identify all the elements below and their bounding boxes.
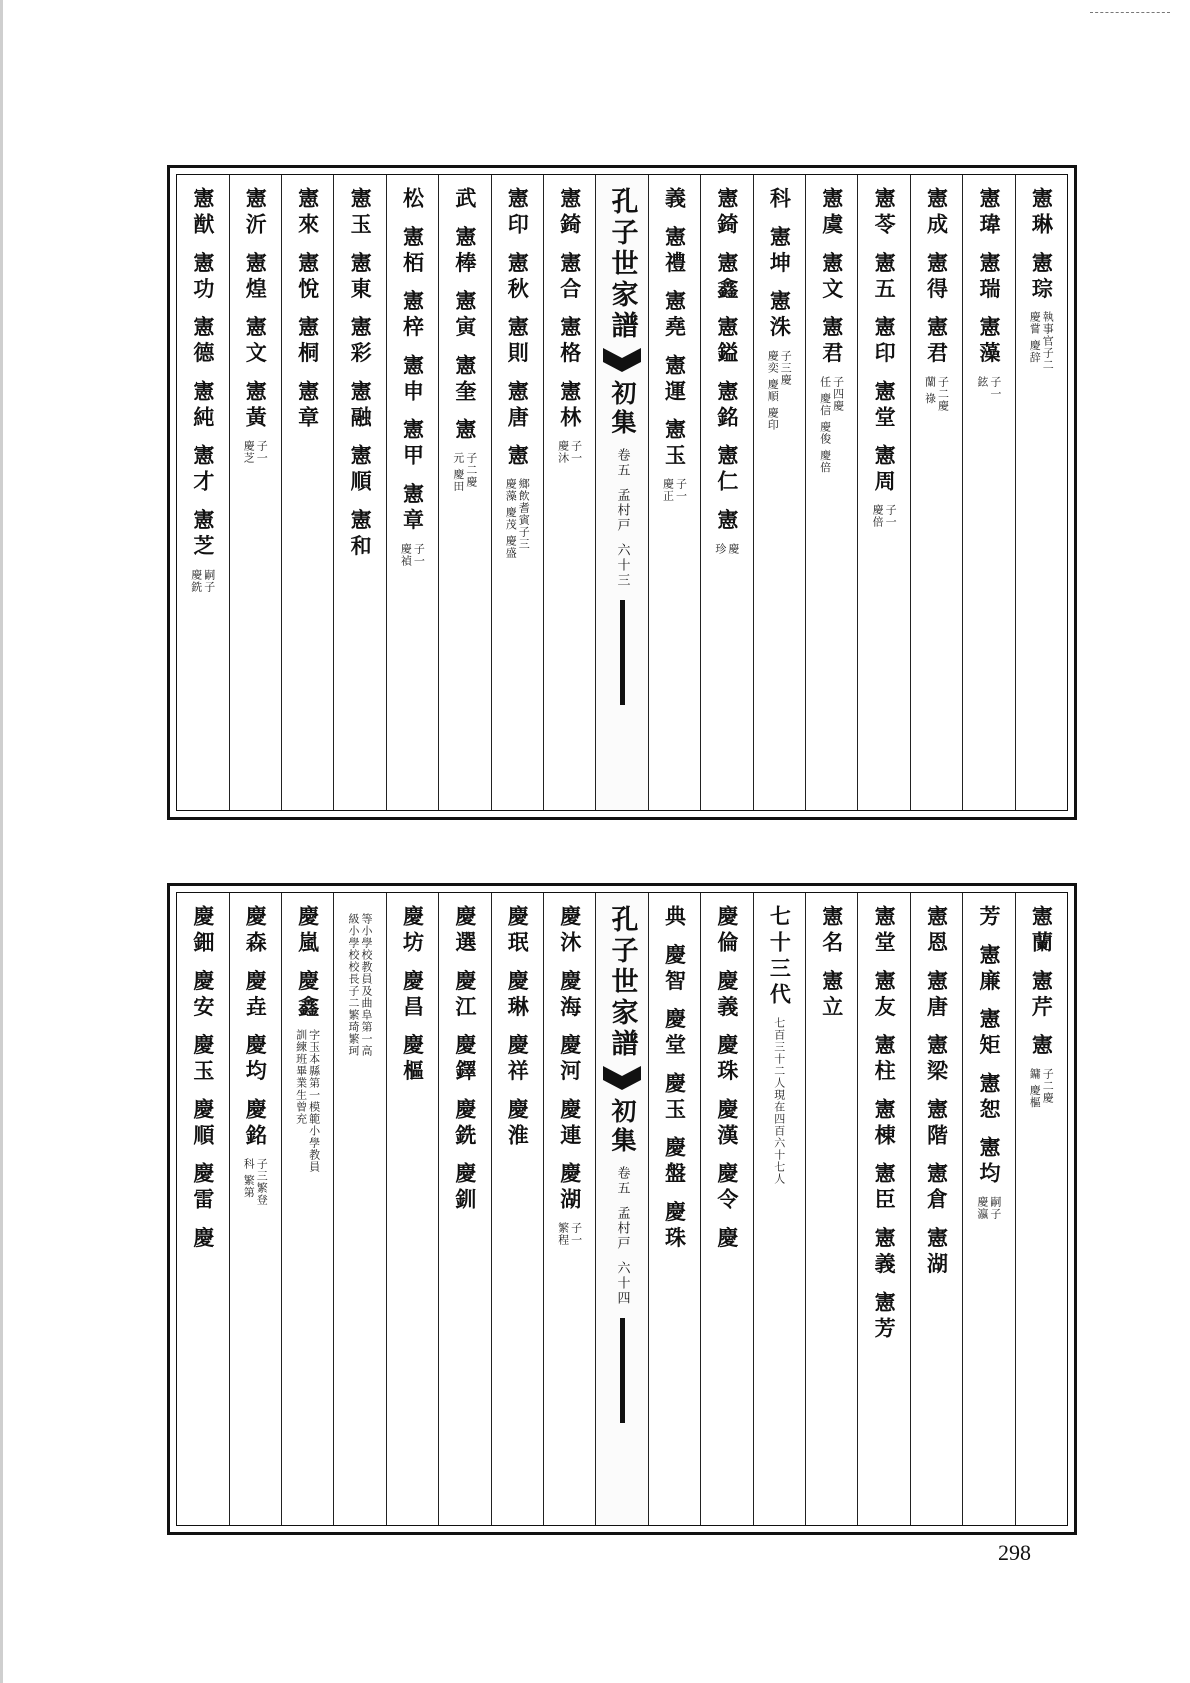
entry-column [386, 175, 438, 810]
folio-label: 六十三 [614, 543, 630, 588]
entry-names: 憲猷 憲功 憲德 憲純 憲才 憲芝 [190, 187, 216, 561]
entry-names: 憲虞 憲文 憲君 [819, 187, 845, 368]
entry-annotation: 子三繁登 科 繁第 [242, 1157, 269, 1206]
entry-names: 典 慶智 慶堂 慶玉 慶盤 慶珠 [662, 905, 688, 1253]
entry-column [543, 893, 595, 1525]
entry-column [1015, 893, 1067, 1525]
ribbon-icon [603, 348, 641, 374]
entry-column [962, 175, 1014, 810]
entry-annotation: 子一 慶禎 [399, 542, 426, 567]
entry-names: 慶嵐 慶鑫 [295, 905, 321, 1022]
entry-annotation: 子三慶 慶奕 慶順 慶印 [766, 349, 793, 431]
entry-column [648, 893, 700, 1525]
entry-column [910, 893, 962, 1525]
entry-column [753, 893, 805, 1525]
entry-column [177, 175, 228, 810]
entry-annotation: 子一 慶芝 [242, 439, 269, 464]
entry-names: 憲蘭 憲芹 憲 [1029, 905, 1055, 1060]
entry-names: 慶鈿 慶安 慶玉 慶順 慶雷 慶 [190, 905, 216, 1253]
bottom-genealogy-panel [167, 883, 1077, 1535]
entry-annotation: 執事官子二 慶嘗 慶辞 [1028, 311, 1055, 372]
entry-names: 科 憲坤 憲洙 [767, 187, 793, 342]
entry-annotation: 字玉本縣第一模範小學教員 訓練班畢業生曾充 [294, 1029, 321, 1174]
juan-label: 卷五 [614, 448, 630, 478]
entry-names: 七十三代 [767, 905, 793, 1009]
entry-names: 義 憲禮 憲堯 憲運 憲玉 [662, 187, 688, 471]
entry-names: 憲錡 憲合 憲格 憲林 [557, 187, 583, 432]
entry-column [857, 893, 909, 1525]
entry-column [438, 175, 490, 810]
divider-bar [620, 1318, 625, 1423]
entry-column [438, 893, 490, 1525]
entry-names: 松 憲栢 憲梓 憲申 憲甲 憲章 [400, 187, 426, 535]
entry-names: 慶倫 慶義 慶珠 慶漢 慶令 慶 [714, 905, 740, 1253]
entry-names: 憲名 憲立 [819, 905, 845, 1022]
entry-column [962, 893, 1014, 1525]
title-column [595, 893, 647, 1525]
entry-names: 憲玉 憲東 憲彩 憲融 憲順 憲和 [348, 187, 374, 561]
entry-annotation: 子二慶 蘭 祿 [923, 375, 950, 412]
entry-column [386, 893, 438, 1525]
folio-label: 六十四 [614, 1261, 630, 1306]
page-number: 298 [998, 1540, 1031, 1565]
entry-names: 憲瑋 憲瑞 憲藻 [976, 187, 1002, 368]
entry-annotation: 子二慶 鏞 慶樞 [1028, 1067, 1055, 1109]
entry-names: 慶森 慶垚 慶均 慶銘 [243, 905, 269, 1150]
entry-annotation: 子一 慶倍 [871, 504, 898, 529]
entry-annotation: 子一 慶正 [661, 478, 688, 503]
entry-names: 芳 憲廉 憲矩 憲恕 憲均 [976, 905, 1002, 1189]
entry-names: 憲成 憲得 憲君 [924, 187, 950, 368]
entry-names: 武 憲棒 憲寅 憲奎 憲 [452, 187, 478, 445]
top-dash-mark [1090, 12, 1170, 13]
entry-column [491, 175, 543, 810]
entry-annotation: 子二慶 元 慶田 [451, 452, 478, 493]
lineage-label: 孟村戸 [614, 1206, 630, 1251]
entry-column [543, 175, 595, 810]
entry-column [700, 175, 752, 810]
entry-annotation: 嗣子 慶銑 [189, 568, 216, 593]
left-edge-line [0, 0, 3, 1683]
entry-column [333, 893, 385, 1525]
ribbon-icon [603, 1066, 641, 1092]
top-genealogy-panel [167, 165, 1077, 820]
divider-bar [620, 600, 625, 705]
bottom-panel-columns [176, 892, 1068, 1526]
entry-names: 憲琳 憲琮 [1029, 187, 1055, 304]
title-column [595, 175, 647, 810]
entry-names: 憲來 憲悅 憲桐 憲章 [295, 187, 321, 432]
volume-label: 初集 [608, 380, 638, 438]
entry-column [1015, 175, 1067, 810]
entry-annotation: 子一 鉉 [975, 375, 1002, 400]
book-title: 孔子世家譜 [606, 187, 638, 342]
entry-names: 慶坊 慶昌 慶樞 [400, 905, 426, 1086]
top-panel-columns [176, 174, 1068, 811]
entry-names: 慶選 慶江 慶鐸 慶銑 慶釧 [452, 905, 478, 1215]
entry-names: 慶沐 慶海 慶河 慶連 慶湖 [557, 905, 583, 1215]
entry-annotation: 鄉飲耆賓子三 慶藻 慶茂 慶盛 [504, 478, 531, 560]
entry-column [281, 893, 333, 1525]
entry-column [648, 175, 700, 810]
entry-column [857, 175, 909, 810]
juan-label: 卷五 [614, 1166, 630, 1196]
entry-column [700, 893, 752, 1525]
lineage-label: 孟村戸 [614, 488, 630, 533]
entry-column [491, 893, 543, 1525]
entry-column [177, 893, 228, 1525]
entry-annotation: 慶 珍 [713, 542, 740, 555]
entry-names: 憲錡 憲鑫 憲鎰 憲銘 憲仁 憲 [714, 187, 740, 535]
entry-names: 憲沂 憲煌 憲文 憲黃 [243, 187, 269, 432]
book-title: 孔子世家譜 [606, 905, 638, 1060]
entry-column [229, 175, 281, 810]
entry-column [281, 175, 333, 810]
entry-names: 慶珉 慶琳 慶祥 慶淮 [505, 905, 531, 1150]
entry-column [805, 175, 857, 810]
entry-column [910, 175, 962, 810]
entry-column [333, 175, 385, 810]
entry-names: 憲堂 憲友 憲柱 憲棟 憲臣 憲義 憲芳 [872, 905, 898, 1343]
entry-names: 憲恩 憲唐 憲梁 憲階 憲倉 憲湖 [924, 905, 950, 1279]
entry-annotation: 子四慶 任 慶信 慶俊 慶倍 [818, 375, 845, 474]
volume-label: 初集 [608, 1098, 638, 1156]
entry-names: 憲苓 憲五 憲印 憲堂 憲周 [872, 187, 898, 497]
entry-column [753, 175, 805, 810]
entry-column [229, 893, 281, 1525]
entry-annotation: 嗣子 慶瀛 [975, 1196, 1002, 1221]
entry-annotation: 子一 繁程 [556, 1222, 583, 1247]
entry-annotation: 子一 慶沐 [556, 439, 583, 464]
entry-names: 憲印 憲秋 憲則 憲唐 憲 [505, 187, 531, 471]
entry-annotation: 等小學校教員及曲阜第一高 級小學校校長子二繁琦繁珂 [347, 913, 374, 1057]
entry-column [805, 893, 857, 1525]
entry-annotation: 七百三十二人現在四百六十七人 [772, 1017, 786, 1185]
